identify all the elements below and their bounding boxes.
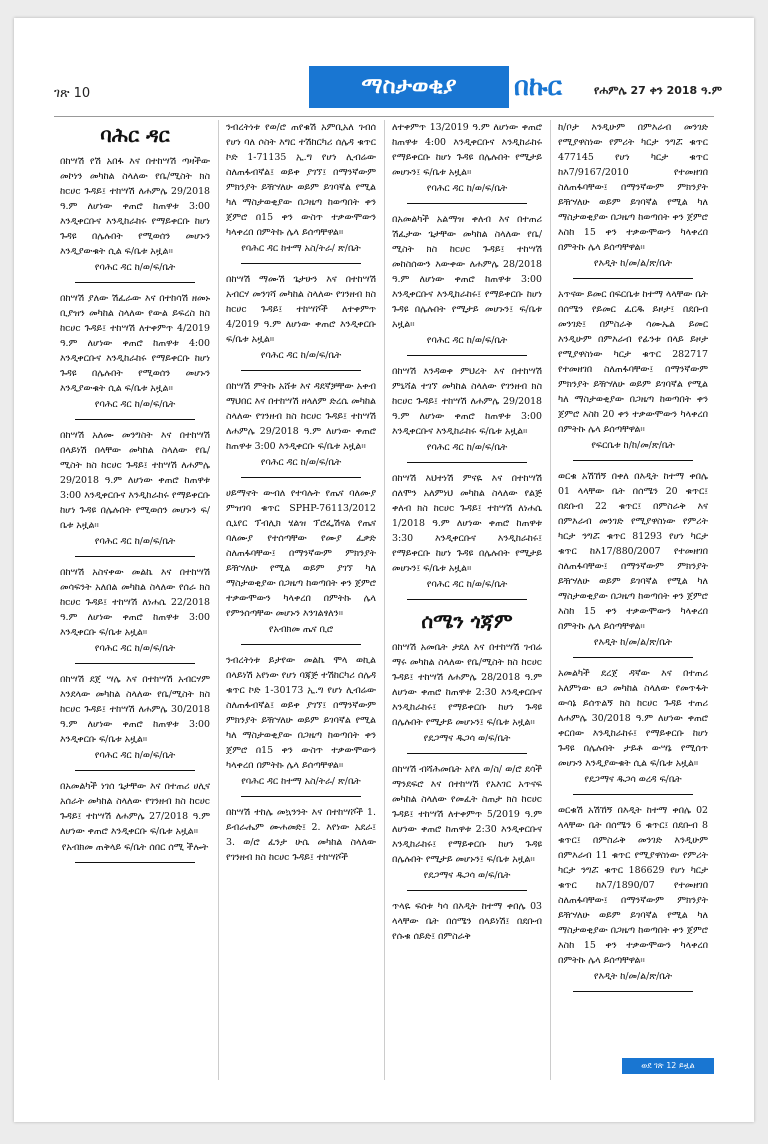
notice [226,653,376,797]
notice-separator [407,890,527,891]
notice-signature: የባሕር ዳር ከተማ አስ/ትራ/ ጽ/ቤት [241,243,361,254]
notice-body: በከሣሽ አመቤት ታደለ እና በተከሣሽ ገብሬ ማሩ መካከል ስላለው የቤ/ሚስት ክስ ከcሀc ጉዳይ፤ ተከሣሽ ለሐምሌ 28/2018 ዓ.ም ለሆነው ቀጠሮ ከጠዋቱ 2:30 እንዲቀርቡና እንዲከራከሩ፤ የማይቀርቡ ከሆነ ጉዳዩ በሌሉበት የሚታይ መሆኑን፤ ፍ/ቤቱ አዟል። [392,642,542,728]
notice [60,154,210,283]
page-header [54,66,724,116]
notice-separator [75,282,195,283]
notice-signature: የባሕር ዳር ከ/ወ/ፍ/ቤት [94,262,176,273]
notice-separator [241,796,361,797]
notice [226,379,376,478]
notice-body: በከሣሽ ደጀ ሣሌ እና በተከሣሽ አብርሃም እንደላው መካከል ስላለው የቤ/ሚስት ክስ ከcሀc ጉዳይ፤ ተከሣሽ ለሐምሌ 30/2018 ዓ.ም ለሆነው ቀጠሮ ከጠዋቱ 3:00 እንዲቀርቡ ፍ/ቤቱ አዟል። [60,674,210,745]
notice-separator [407,355,527,356]
notice-signature: የእዲት ከ/መ/ል/ጽ/ቤት [593,971,673,982]
notice [60,779,210,863]
notice [60,291,210,420]
notice-separator [75,770,195,771]
notice-body: በከሣሽ ብሻሕመቤት አየለ ወ/ስ/ ወ/ሮ ደሳች ማንደፍሮ እና በተከሣሽ የአእገር አጥናፍ መካከል ስላለው የመፈት ስጠታ ክስ ከcሀc ጉዳይ፤ ተከሣሽ ለተቀምጥ 5/2019 ዓ.ም ለሆነው ቀጠሮ ከጠዋቱ 2:30 እንዲቀርቡና እንዲከራከሩ፤ የማይቀርቡ ከሆነ ጉዳዩ በሌሉበት የሚታይ መሆኑን፤ ፍ/ቤቱ አዟል። [392,764,542,865]
notice-separator [75,862,195,863]
notice [226,272,376,371]
notice-signature: የባሕር ዳር ከ/ወ/ፍ/ቤት [94,536,176,547]
notice-signature: የእዲት ከ/መ/ል/ጽ/ቤት [593,637,673,648]
notice-separator [75,663,195,664]
notice-separator [573,657,693,658]
notice [392,212,542,356]
notice-separator [573,460,693,461]
notice [226,120,376,264]
notice-body: በአመልካች ነገሰ ጌታቸው እና በተጠሪ ሀሊና አሰራት መካከል ስላለው የገንዘብ ክስ ከcሀc ጉዳይ፤ ተከሣሽ ለሐምሌ 27/2018 ዓ.ም ለሆነው ቀጠሮ እንዲቀርቡ ፍ/ቤቱ አዟል። [60,781,210,837]
column-divider [218,120,219,1080]
notice-signature: የእዲት ከ/መ/ል/ጽ/ቤት [593,258,673,269]
notice [392,471,542,600]
notice-body: በከሣሽ የሽ አበፋ እና በተከሣሽ ጣዛችው መኮነን መካከል ስላለው የቤ/ሚስት ክስ ከcሀc ጉዳይ፤ ተከሣሽ ለሐምሌ 29/2018 ዓ.ም ለሆነው ቀጠሮ ከጠዋቱ 3:00 እንዲቀርቡና እንዲከራከሩ የማይቀርቡ ከሆነ ጉዳዩ በሌሉበት የሚወሰን መሆኑን እንዲያውቁት ሲል ፍ/ቤቱ አዟል። [60,156,210,257]
notice-separator [241,644,361,645]
notice [226,805,376,865]
notice-body: ከ/ቦታ እንዲሁም በምእራብ መንገድ የሚያዋስነው የምሪት ካርታ ንግሯ ቁጥር 477145 የሆነ ካርታ ቁጥር ከእ7/9167/2010 የተመዘገበ ስለጠፋባቸው፤ በማንኛውም ምክንያት ይዥሃለሁ ወይም ይገባኛል የሚል ካለ ማስታወቂያው በጋዜጣ ከወጣበት ቀን ጀምሮ እስከ 15 ቀን ተቃውሞውን ካላቀረበ በምትኩ ሌላ ይሰጣቸዋል። [558,122,708,253]
notice-signature: የባሕር ዳር ከ/ወ/ፍ/ቤት [426,442,508,453]
notice-signature: የደጋማና ዱጋሳ ወ/ፍ/ቤት [423,733,511,744]
notice [558,120,708,279]
notice [60,428,210,557]
notice-body: ሀይማኖት ውብለ የተባሉት የጤና ባለሙያ ምዝገባ ቁጥር SPHP-76113/2012 ሲኒየር ፕብሊክ ሄልዝ ፕሮፌሽናል የጤና ባለሙያ የተሰጣቸው የሙያ ፈቃድ ስለጠፋባቸው፤ በማንኛውም ምክንያት ይዥሃለሁ የሚል ወይም ያገኘ ካለ ማስታወቂያው በጋዜጣ ከወጣበት ቀን ጀምሮ ተቃውሞውን ካላቀረበ በምትኩ ሌላ የምንሰጣቸው መሆኑን እንገልፃለን። [226,488,376,619]
notice-separator [241,477,361,478]
newspaper-page [14,18,754,1122]
notice [558,287,708,461]
notice-separator [573,794,693,795]
column-1 [60,120,210,1080]
notice [60,565,210,664]
notice-body: አመልካች ደረጀ ዳኛው እና በተጠሪ አለምነው ፀጋ መካከል ስላለው የመጥፋት ውሳኔ ይሰጥልኝ ክስ ከcሀc ጉዳይ ተጠሪ ለሐምሌ 30/2018 ዓ.ም ለሆነው ቀጠሮ ቀርበው እንዲከራከሩ፤ የማይቀርቡ ከሆነ ጉዳዩ በሌሉበት ታይቶ ውሣኔ የሚሰጥ መሆኑን እንዲያውቁት ሲል ፍ/ቤቱ አዟል። [558,668,708,769]
notice-body: ጥላዬ ፍሰቱ ካሳ በእዲት ከተማ ቀበሌ 03 ላላቸው ቤት በሰሜን በላይነሽ፤ በደቡብ የሱቁ ሰይድ፤ በምስራቅ [392,901,542,942]
notice [60,672,210,771]
notice-body: በከሣሽ አለሙ መንግስት እና በተከሣሽ በላይነሽ በላቸው መካከል ስላለው የቤ/ሚስት ክስ ከcሀc ጉዳይ፤ ተከሣሽ ለሐምሌ 29/2018 ዓ.ም ለሆነው ቀጠሮ ከጠዋቱ 3:00 እንዲቀርቡና እንዲከራከሩ የማይቀርቡ ከሆነ ጉዳዩ በሌሉበት የሚወሰን መሆኑን ፍ/ቤቱ አዟል። [60,430,210,531]
notice-signature: የባሕር ዳር ከተማ አስ/ትራ/ ጽ/ቤት [241,776,361,787]
notice-body: በከሣሽ አስናቀው መልኬ እና በተከሣሽ መሳፍንት አለበል መካከል ስላለው የሰራ ክስ ከcሀc ጉዳይ፤ ተከሣሽ ለነሐሴ 22/2018 ዓ.ም ለሆነው ቀጠሮ ከጠዋቱ 3:00 እንዲቀርቡ ፍ/ቤቱ አዟል። [60,567,210,638]
notice-separator [407,753,527,754]
notice-signature: የፍርቤቱ ከ/ከ/መ/ጽ/ቤት [591,440,675,451]
notice-signature: የባሕር ዳር ከ/ወ/ፍ/ቤት [426,335,508,346]
column-divider [550,120,551,1080]
notice [558,666,708,795]
notice-separator [407,462,527,463]
notice [392,608,542,754]
notice-signature: የባሕር ዳር ከ/ወ/ፍ/ቤት [260,457,342,468]
notice [226,486,376,645]
column-2 [226,120,376,1080]
notice-body: በከሣሽ ምትኩ አሸቱ እና ዳደኛቻቸው አቀብ ማህበር እና በተከሣሽ ዘላለም ድረሴ መካከል ስላለው የገንዘብ ክስ ከcሀc ጉዳይ፤ ተከሣሽ ለሐምሌ 29/2018 ዓ.ም ለሆነው ቀጠሮ ከጠዋቱ 3:00 እንዲቀርቡ ፍ/ቤቱ አዟል። [226,381,376,452]
notice-signature: የባሕር ዳር ከ/ወ/ፍ/ቤት [94,750,176,761]
section-banner: ማስታወቂያ [309,66,509,108]
notice-signature: የባሕር ዳር ከ/ወ/ፍ/ቤት [426,183,508,194]
notice-body: ወርቁ አሽኸኝ በቀለ በእዲት ከተማ ቀበሌ 01 ላላቸው ቤት በሰሜን 20 ቁጥር፤ በደቡብ 22 ቁጥር፤ በምስራቅ እና በምእራብ መንገድ የሚያዋስነው የምሪት ካርታ ንግሯ ቁጥር 81293 የሆነ ካርታ ቁጥር ከእ17/880/2007 የተመዘገበ ስለጠፋባቸው፤ በማንኛውም ምክንያት ይዥሃለሁ ወይም ይገባኛል የሚል ካለ ማስታወቂያው በጋዜጣ ከወጣበት ቀን ጀምሮ እስከ 15 ቀን ተቃውሞውን ካላቀረበ በምትኩ ሌላ ይሰጣቸዋል። [558,471,708,632]
notice-body: በከሣሽ ያለው ሽፈራው እና በተከሳሽ ዘመኑ ቢያዝን መካከል ስላለው የውል ይፍረስ ክስ ከcሀc ጉዳይ፤ ተከሣሽ ለተቀምጥ 4/2019 ዓ.ም ለሆነው ቀጠሮ ከጠዋቱ 4:00 እንዲቀርቡና እንዲከራከሩ የማይቀርቡ ከሆነ ጉዳዩ በሌሉበት የሚወሰን መሆኑን እንዲያውቁት ሲል ፍ/ቤቱ አዟል። [60,293,210,394]
notice-signature: የአብክመ ጠቅላይ ፍ/ቤት ሰበር ሰሚ ችሎት [61,842,209,853]
notice [558,803,708,992]
notice-signature: የባሕር ዳር ከ/ወ/ፍ/ቤት [426,579,508,590]
notice-body: በከሣሽ እህተነሽ ምናዬ እና በተከሣሽ ሰለሞን አለምነህ መካከል ስላለው የልጅ ቀለብ ክስ ከcሀc ጉዳይ፤ ተከሣሽ ለነሐሴ 1/2018 ዓ.ም ለሆነው ቀጠሮ ከጠዋቱ 3:30 እንዲቀርቡና እንዲከራከሩ፤ የማይቀርቡ ከሆነ ጉዳዩ በሌሉበት የሚታይ መሆኑን፤ ፍ/ቤቱ አዟል። [392,473,542,574]
notice-separator [407,599,527,600]
issue-date: የሐምሌ 27 ቀን 2018 ዓ.ም [594,84,722,97]
notice-separator [573,278,693,279]
header-rule [54,116,714,117]
notice-body: ንብረትነቱ የወ/ሮ ጠየቁሽ አምቢአለ ገብሰ የሆነ ባለ ሶስት እግር ተሽከርካሪ ሰሌዳ ቁጥር ኮድ 1-71135 ኢ.ግ የሆነ ሊብሬው ስለጠፋብኛል፤ ወይቀ ያገኘ፤ በማንኛውም ምክንያት ይዥሃለሁ ወይም ይገባኛል የሚል ካለ ማስታወቂያው በጋዜጣ ከወጣበት ቀን ጀምሮ በ15 ቀን ውስጥ ተቃውሞውን ካላቀረበ በምትኩ ሌላ ይሰጣቸዋል። [226,122,376,238]
section-heading: ባሕር ዳር [100,123,170,147]
notice-signature: የአብክመ ጤና ቢሮ [268,624,334,635]
notice-body: ወርቁሽ አሽኸኝ በእዲት ከተማ ቀበሌ 02 ላላቸው ቤት በሰሜን 6 ቁጥር፤ በደቡብ 8 ቁጥር፤ በምስራቅ መንገድ እንዲሁም በምእራብ 11 ቁጥር የሚያዋስነው የምሪት ካርታ ንግሯ ቁጥር 186629 የሆነ ካርታ ቁጥር ከእ7/1890/07 የተመዘገበ ስለጠፋባቸው፤ በማንኛውም ምክንያት ይዥሃለሁ ወይም ይገባኛል የሚል ካለ ማስታወቂያው በጋዜጣ ከወጣበት ቀን ጀምሮ እስከ 15 ቀን ተቃውሞውን ካላቀረበ በምትኩ ሌላ ይሰጣቸዋል። [558,805,708,966]
notice-separator [407,203,527,204]
notice-body: ለተቀምጥ 13/2019 ዓ.ም ለሆነው ቀጠሮ ከጠዋቱ 4:00 እንዲቀርቡና እንዲከራከሩ የማይቀርቡ ከሆነ ጉዳዩ በሌሉበት የሚታይ መሆኑን፤ ፍ/ቤቱ አዟል። [392,122,542,178]
notice-signature: የደጋማና ዱጋሳ ወ/ፍ/ቤት [423,870,511,881]
notice-signature: የደጋማና ዱጋሳ ወረዳ ፍ/ቤት [584,774,682,785]
notice-body: ንብረትነቱ ይታየው መልኬ ሞላ ወኪል በላይነሽ አየነው የሆነ ባጃጅ ተሽከርካሪ ሰሌዳ ቁጥር ኮድ 1-30173 ኢ.ግ የሆነ ሊብሬው ስለጠፋብኛል፤ ወይቀ ያገኘ፤ በማንኛውም ምክንያት ይዥሃለሁ ወይም ይገባኛል የሚል ካለ ማስታወቂያው በጋዜጣ ከወጣበት ቀን ጀምሮ በ15 ቀን ውስጥ ተቃውሞውን ካላቀረበ በምትኩ ሌላ ይሰጣቸዋል። [226,655,376,771]
notice-separator [573,991,693,992]
notice-body: በከሣሽ እንዳወቀ ምህረት እና በተከሣሽ ምኒሻል ተገኘ መካከል ስላለው የገንዘብ ክስ ከcሀc ጉዳይ፤ ተከሣሽ ለሐምሌ 29/2018 ዓ.ም ለሆነው ቀጠሮ ከጠዋቱ 3:00 እንዲቀርቡና እንዲከራከሩ ፍ/ቤቱ አዟል። [392,366,542,437]
notice-separator [241,263,361,264]
column-4 [558,120,708,1080]
notice [392,120,542,204]
notice-signature: የባሕር ዳር ከ/ወ/ፍ/ቤት [260,350,342,361]
notice [392,899,542,944]
notice [558,469,708,658]
notice-body: አጥናው ይመር በፍርቤቱ ከተማ ላላቸው ቤት በሰሜን የይመር ፈርዱ ይዞታ፤ በደቡብ መንገድ፤ በምስራቅ ሳሙኤል ይመር እንዲሁም በምእራብ የፊንቱ በላይ ይዞታ የሚያዋስነው ካርታ ቁጥር 282717 የተመዘገበ ስለጠፋባቸው፤ በማንኛውም ምክንያት ይዥሃለሁ ወይም ይገባኛል የሚል ካለ ማስታወቂያው በጋዜጣ ከወጣበት ቀን ጀምሮ እስከ 20 ቀን ተቃውሞውን ካላቀረበ በምትኩ ሌላ ይሰጣቸዋል። [558,289,708,435]
notice-separator [75,419,195,420]
column-3 [392,120,542,1080]
notice-body: በከሣሽ ተከሌ መኳንንት እና በተከሣሾች 1. ይብራሔም ሙሐመድ፤ 2. እየነው አደራ፤ 3. ወ/ሮ ፈንታ ሁሴ መካከል ስላለው የገንዘብ ክስ ከcሀc ጉዳይ፤ ተከሣሾች [226,807,376,863]
newspaper-title: በኩር [514,72,562,102]
notice-separator [241,370,361,371]
column-divider [384,120,385,1080]
notice-body: በአመልካች አልማዝ ቀለብ እና በተጠሪ ሽፈታው ጌታቸው መካከል ስላለው የቤ/ሚስት ክስ ከcሀc ጉዳይ፤ ተከሣሽ መከስሰውን እውቀው ለሐምሌ 28/2018 ዓ.ም ለሆነው ቀጠሮ ከጠዋቱ 3:00 እንዲቀርቡና እንዲከራከሩ፤ የማይቀርቡ ከሆነ ጉዳዩ በሌሉበት የሚታይ መሆኑን፤ ፍ/ቤቱ አዟል። [392,214,542,330]
notice-body: በከሣሽ ማሙሽ ጌታሁን እና በተከሣሽ አብርሃ መንገሻ መካከል ስላለው የገንዘብ ክስ ከcሀc ጉዳይ፤ ተከሣሾች ለተቀምጥ 4/2019 ዓ.ም ለሆነው ቀጠሮ እንዲቀርቡ ፍ/ቤቱ አዟል። [226,274,376,345]
continuation-badge: ወደ ገጽ 12 ይዟል [622,1058,714,1074]
section-heading: ሰሜን ጎጃም [421,609,513,633]
notice-separator [75,556,195,557]
page-number: ገጽ 10 [54,86,91,101]
notice [392,762,542,891]
notice-signature: የባሕር ዳር ከ/ወ/ፍ/ቤት [94,643,176,654]
notice-signature: የባሕር ዳር ከ/ወ/ፍ/ቤት [94,399,176,410]
notice [392,364,542,463]
